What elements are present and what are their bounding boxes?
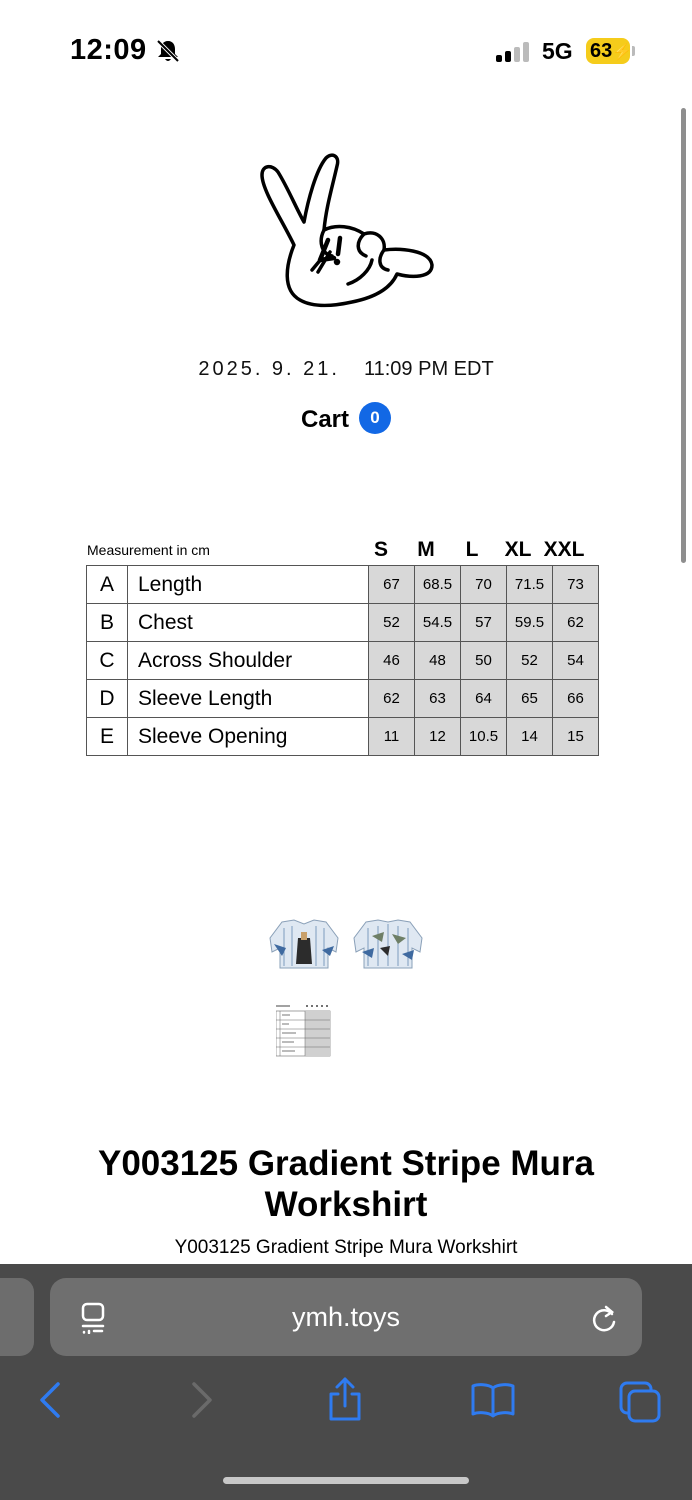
size-value: 46 [369, 642, 415, 680]
table-row [87, 604, 599, 642]
size-header-s: S [373, 538, 388, 561]
battery-nub [632, 46, 635, 56]
row-letter: C [87, 642, 128, 680]
tabs-icon[interactable] [618, 1380, 662, 1424]
size-value: 64 [461, 680, 507, 718]
size-value: 70 [461, 566, 507, 604]
cart-count-badge: 0 [359, 402, 391, 434]
size-value: 12 [415, 718, 461, 756]
row-letter: B [87, 604, 128, 642]
size-value: 10.5 [461, 718, 507, 756]
forward-chevron-icon[interactable] [188, 1380, 216, 1420]
size-value: 62 [369, 680, 415, 718]
table-row [87, 566, 599, 604]
size-header-xl: XL [504, 538, 532, 561]
size-value: 54.5 [415, 604, 461, 642]
size-header-m: M [417, 538, 435, 561]
size-value: 66 [553, 680, 599, 718]
battery-indicator [586, 38, 633, 64]
size-chart-table [86, 565, 599, 756]
size-value: 57 [461, 604, 507, 642]
row-label: Chest [128, 604, 369, 642]
size-value: 63 [415, 680, 461, 718]
url-text[interactable]: ymh.toys [291, 1302, 401, 1332]
signal-icon [496, 42, 532, 62]
size-header-xxl: XXL [543, 538, 585, 561]
hand-logo[interactable] [252, 150, 437, 320]
network-type: 5G [542, 38, 573, 64]
row-label: Sleeve Length [128, 680, 369, 718]
size-value: 68.5 [415, 566, 461, 604]
size-value: 50 [461, 642, 507, 680]
row-label: Length [128, 566, 369, 604]
cart-label: Cart [300, 406, 349, 433]
size-value: 54 [553, 642, 599, 680]
size-value: 73 [553, 566, 599, 604]
size-value: 62 [553, 604, 599, 642]
table-row [87, 642, 599, 680]
status-time: 12:09 [70, 34, 147, 66]
product-subtitle: Y003125 Gradient Stripe Mura Workshirt [174, 1237, 518, 1258]
size-header-l: L [465, 538, 479, 561]
row-letter: D [87, 680, 128, 718]
size-value: 48 [415, 642, 461, 680]
bell-muted-icon [155, 38, 181, 64]
row-label: Sleeve Opening [128, 718, 369, 756]
back-chevron-icon[interactable] [36, 1380, 64, 1420]
product-thumbnail-front[interactable] [268, 918, 340, 970]
previous-tab-peek[interactable] [0, 1278, 34, 1356]
share-icon[interactable] [326, 1376, 364, 1422]
cart-link[interactable] [0, 406, 692, 434]
row-label: Across Shoulder [128, 642, 369, 680]
reload-icon[interactable] [590, 1304, 618, 1334]
scrollbar[interactable] [681, 108, 686, 563]
battery-level: 63 [590, 40, 613, 62]
measurement-caption: Measurement in cm [87, 542, 210, 558]
size-value: 14 [507, 718, 553, 756]
size-value: 52 [507, 642, 553, 680]
size-value: 71.5 [507, 566, 553, 604]
size-value: 52 [369, 604, 415, 642]
size-value: 65 [507, 680, 553, 718]
page-date: 2025. 9. 21. [198, 358, 340, 380]
home-indicator[interactable] [223, 1477, 469, 1484]
size-value: 59.5 [507, 604, 553, 642]
product-title: Y003125 Gradient Stripe Mura Workshirt [97, 1144, 595, 1224]
size-value: 11 [369, 718, 415, 756]
charging-bolt-icon: ⚡ [612, 44, 633, 61]
size-value: 67 [369, 566, 415, 604]
bookmarks-icon[interactable] [470, 1382, 516, 1418]
row-letter: E [87, 718, 128, 756]
table-row [87, 718, 599, 756]
size-chart-thumbnail[interactable] [276, 1003, 332, 1057]
page-datetime [0, 358, 692, 381]
page-time: 11:09 PM EDT [363, 358, 494, 380]
table-row [87, 680, 599, 718]
size-value: 15 [553, 718, 599, 756]
product-thumbnail-back[interactable] [352, 918, 424, 970]
row-letter: A [87, 566, 128, 604]
